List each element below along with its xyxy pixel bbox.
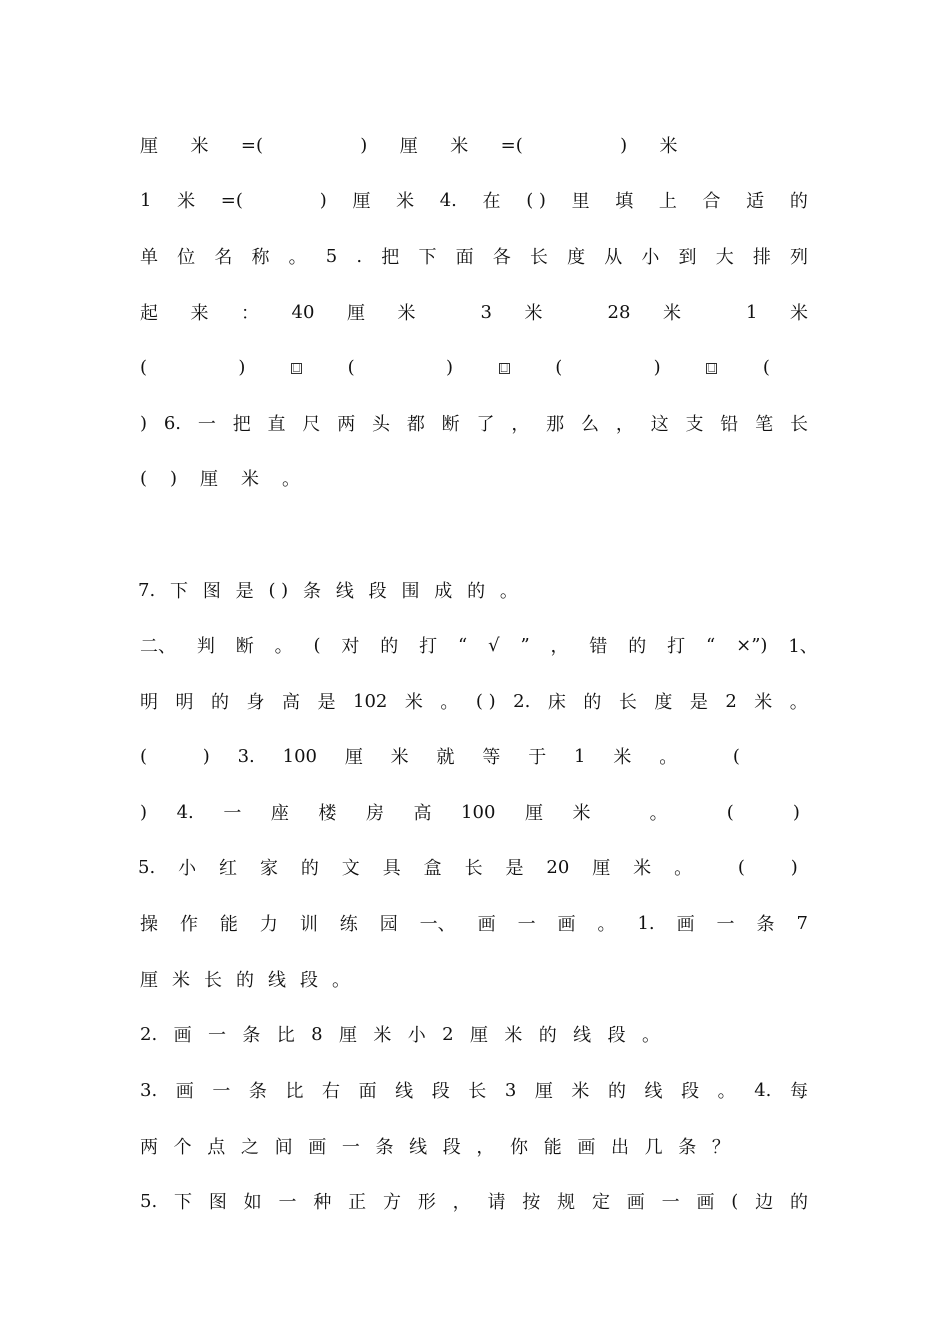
text-token: 5. <box>138 856 156 878</box>
text-token: 下 <box>418 247 437 268</box>
text-token: 。 <box>659 747 678 768</box>
text-token: ， <box>615 414 634 435</box>
text-token: 笔 <box>755 414 774 435</box>
text-token: 画 <box>626 1192 645 1213</box>
text-token: 的 <box>583 692 602 713</box>
text-token: 画 <box>175 1081 194 1102</box>
text-token: 正 <box>348 1192 367 1213</box>
text-token: 长 <box>789 414 808 435</box>
text-token: 填 <box>615 191 634 212</box>
placeholder-box-icon: ⎕ <box>708 360 716 375</box>
text-token: 训 <box>299 914 318 935</box>
text-token: 米 <box>397 303 416 324</box>
text-token: 厘 <box>344 747 363 768</box>
text-token: 图 <box>208 1192 227 1213</box>
text-token: 一 <box>197 414 216 435</box>
text-token: 小 <box>178 858 197 879</box>
text-token: 条 <box>242 1025 261 1046</box>
text-token: 28 <box>607 301 631 323</box>
text-token: 段 <box>300 970 318 991</box>
text-token: 就 <box>436 747 455 768</box>
text-token: 的 <box>538 1025 557 1046</box>
text-token: 位 <box>177 247 196 268</box>
text-token: 比 <box>285 1081 304 1102</box>
text-token: ( <box>140 745 148 767</box>
text-token: 小 <box>407 1025 426 1046</box>
text-token: 等 <box>482 747 501 768</box>
text-token: 的 <box>211 692 229 713</box>
text-token: 合 <box>702 191 721 212</box>
text-token: 错 <box>589 636 608 657</box>
text-token: 的 <box>628 636 647 657</box>
text-token: 段 <box>681 1081 700 1102</box>
text-token: 力 <box>259 914 278 935</box>
text-token: 条 <box>248 1081 267 1102</box>
text-token: 明 <box>175 692 194 713</box>
text-token: 尺 <box>302 414 321 435</box>
text-token: 如 <box>243 1192 262 1213</box>
text-token: 两 <box>337 414 356 435</box>
text-token: 。 <box>332 970 350 991</box>
text-token: 上 <box>658 191 677 212</box>
text-token: =( <box>220 189 243 211</box>
text-token: 能 <box>543 1137 562 1158</box>
text-token: 1 <box>140 189 152 211</box>
text-token: ( <box>140 356 148 378</box>
text-token: ( <box>555 356 563 378</box>
text-token: 对 <box>341 636 360 657</box>
text-token: 厘 <box>524 803 543 824</box>
text-token: 间 <box>274 1137 293 1158</box>
text-line <box>140 625 818 665</box>
text-token: 是 <box>317 692 336 713</box>
text-token: 米 <box>241 469 260 490</box>
text-token: 判 <box>196 636 215 657</box>
text-token: 画 <box>477 914 496 935</box>
text-token: 画 <box>557 914 576 935</box>
text-token: 厘 <box>346 303 365 324</box>
text-token: 2 <box>442 1023 454 1045</box>
text-line <box>140 1126 730 1166</box>
text-token: 那 <box>546 414 565 435</box>
text-token: 。 <box>274 636 293 657</box>
text-token: 8 <box>311 1023 323 1045</box>
text-token: 线 <box>335 581 354 602</box>
text-token: 米 <box>177 191 196 212</box>
text-token: 明 <box>140 692 158 713</box>
text-token: 么 <box>580 414 599 435</box>
text-token: 厘 <box>140 970 158 991</box>
text-token: 床 <box>547 692 566 713</box>
text-token: 1. <box>637 912 655 934</box>
text-token: ， <box>550 636 569 657</box>
text-token: 来 <box>190 303 209 324</box>
text-token: 长 <box>529 247 548 268</box>
text-token: 。 <box>440 692 459 713</box>
text-token: 。 <box>674 858 693 879</box>
text-token: 都 <box>406 414 425 435</box>
text-token: 把 <box>381 247 400 268</box>
text-token: 米 <box>659 136 678 157</box>
text-token: 长 <box>618 692 637 713</box>
text-token: 段 <box>368 581 387 602</box>
text-token: 能 <box>219 914 238 935</box>
text-token: 是 <box>689 692 708 713</box>
text-token: 作 <box>179 914 198 935</box>
text-token: 画 <box>308 1137 327 1158</box>
text-token: 米 <box>572 803 591 824</box>
text-token: 。 <box>649 803 668 824</box>
text-token: 是 <box>235 581 254 602</box>
text-token: 3. <box>237 745 255 767</box>
text-token: 一 <box>207 1025 226 1046</box>
text-token: 大 <box>715 247 734 268</box>
text-token: 家 <box>259 858 278 879</box>
text-token: ( <box>732 745 740 767</box>
text-token: 铅 <box>720 414 739 435</box>
text-token: 米 <box>404 692 423 713</box>
text-token: 一 <box>212 1081 231 1102</box>
text-token: 具 <box>382 858 401 879</box>
text-token: 1 <box>745 301 758 323</box>
text-token: ( <box>347 356 355 378</box>
text-line <box>140 903 808 943</box>
text-token: √ <box>488 634 500 656</box>
text-token: 厘 <box>592 858 611 879</box>
text-token: 线 <box>573 1025 592 1046</box>
text-token: 线 <box>409 1137 428 1158</box>
text-token: ( <box>737 856 745 878</box>
text-token: 4. <box>439 189 457 211</box>
text-token: =( <box>500 134 523 156</box>
text-token: 6. <box>163 412 182 434</box>
text-token: 高 <box>413 803 432 824</box>
text-token: 3 <box>480 301 492 323</box>
text-token: ) <box>620 134 628 156</box>
text-token: 米 <box>754 692 773 713</box>
text-token: 厘 <box>338 1025 357 1046</box>
text-token: 段 <box>431 1081 450 1102</box>
text-token: 米 <box>396 191 415 212</box>
text-token: 米 <box>450 136 469 157</box>
text-token: 长 <box>464 858 483 879</box>
text-token: 线 <box>395 1081 414 1102</box>
text-token: 文 <box>341 858 360 879</box>
text-line <box>140 403 808 443</box>
text-token: 的 <box>607 1081 626 1102</box>
text-token: ( <box>313 634 321 656</box>
text-line <box>140 125 710 165</box>
text-token: 100 <box>461 801 496 823</box>
text-token: 里 <box>571 191 590 212</box>
text-token: ， <box>452 1192 471 1213</box>
text-token: 2 <box>725 690 737 712</box>
text-token: 二、 <box>140 636 176 657</box>
text-token: 种 <box>313 1192 332 1213</box>
text-token: ) <box>140 801 148 823</box>
text-token: ) <box>319 189 327 211</box>
text-token: 直 <box>267 414 286 435</box>
text-token: 两 <box>140 1137 158 1158</box>
text-token: 起 <box>140 303 158 324</box>
text-token: 米 <box>789 303 808 324</box>
text-token: 于 <box>528 747 547 768</box>
text-token: 长 <box>204 970 222 991</box>
text-line <box>138 570 518 610</box>
text-token: 各 <box>492 247 511 268</box>
text-token: 从 <box>604 247 623 268</box>
text-token: ) <box>792 801 800 823</box>
text-token: 这 <box>650 414 669 435</box>
text-token: 的 <box>467 581 486 602</box>
text-line <box>140 292 808 332</box>
text-token: 厘 <box>352 191 371 212</box>
text-line <box>140 1181 808 1221</box>
text-token: 称 <box>251 247 270 268</box>
text-token: 7. <box>138 579 156 601</box>
text-token: 盒 <box>423 858 442 879</box>
text-token: 按 <box>522 1192 541 1213</box>
text-token: 画 <box>696 1192 715 1213</box>
text-token: 1、 <box>788 636 818 657</box>
text-token: 座 <box>270 803 289 824</box>
text-token: 排 <box>752 247 771 268</box>
text-token: 米 <box>190 136 209 157</box>
text-token: 米 <box>524 303 543 324</box>
text-token: ) <box>202 745 210 767</box>
text-token: 。 <box>499 581 518 602</box>
text-line <box>140 681 808 721</box>
text-token: 厘 <box>534 1081 553 1102</box>
text-token: 段 <box>607 1025 626 1046</box>
text-line <box>140 736 740 776</box>
text-token: 楼 <box>318 803 337 824</box>
text-token: ) <box>445 356 453 378</box>
text-line <box>140 959 350 999</box>
text-token: 线 <box>268 970 286 991</box>
text-token: 米 <box>613 747 632 768</box>
text-line <box>140 180 808 220</box>
text-token: 画 <box>173 1025 192 1046</box>
text-token: ) <box>238 356 246 378</box>
text-token: 规 <box>557 1192 576 1213</box>
text-line <box>140 1014 660 1054</box>
text-token: ， <box>511 414 530 435</box>
text-token: 100 <box>282 745 317 767</box>
text-token: ( <box>731 1190 739 1212</box>
text-token: 形 <box>417 1192 436 1213</box>
text-token: 的 <box>789 1192 808 1213</box>
text-token: 一、 <box>419 914 456 935</box>
text-token: ) <box>790 856 798 878</box>
text-token: 房 <box>365 803 384 824</box>
text-token: ×”) <box>736 634 768 656</box>
text-token: 。 <box>282 469 300 490</box>
text-token: ， <box>476 1137 495 1158</box>
text-token: 厘 <box>140 136 158 157</box>
text-token: 条 <box>756 914 775 935</box>
text-token: 。 <box>288 247 307 268</box>
text-token: ( ) <box>526 189 546 211</box>
text-token: ( ) <box>268 579 289 601</box>
text-line <box>140 458 300 498</box>
text-token: 米 <box>373 1025 392 1046</box>
text-line <box>140 1070 808 1110</box>
text-token: 面 <box>455 247 474 268</box>
text-token: 。 <box>717 1081 736 1102</box>
text-token: 厘 <box>470 1025 488 1046</box>
text-token: 断 <box>441 414 460 435</box>
text-token: 米 <box>172 970 190 991</box>
text-token: 成 <box>434 581 453 602</box>
text-token: 20 <box>546 856 570 878</box>
text-token: ) <box>140 412 148 434</box>
text-token: ？ <box>711 1137 730 1158</box>
text-token: 面 <box>358 1081 377 1102</box>
text-token: 个 <box>173 1137 192 1158</box>
text-token: 断 <box>235 636 254 657</box>
text-token: 。 <box>641 1025 660 1046</box>
text-token: 名 <box>214 247 233 268</box>
text-token: . <box>356 245 363 267</box>
text-token: 你 <box>510 1137 529 1158</box>
text-token: 2. <box>513 690 531 712</box>
text-token: 画 <box>577 1137 596 1158</box>
text-token: 支 <box>685 414 704 435</box>
text-token: 园 <box>379 914 398 935</box>
text-token: 线 <box>644 1081 663 1102</box>
text-token: 打 <box>419 636 438 657</box>
text-token: 是 <box>505 858 524 879</box>
text-token: 下 <box>170 581 188 602</box>
text-token: 度 <box>567 247 586 268</box>
text-token: 练 <box>339 914 358 935</box>
text-token: 米 <box>390 747 409 768</box>
text-token: 102 <box>353 690 388 712</box>
text-token: 头 <box>372 414 391 435</box>
text-token: 了 <box>476 414 495 435</box>
text-token: 比 <box>276 1025 295 1046</box>
text-token: 5. <box>140 1190 158 1212</box>
text-token: 请 <box>487 1192 506 1213</box>
text-token: ( ) <box>475 690 496 712</box>
text-token: ： <box>241 303 260 324</box>
text-token: 的 <box>236 970 254 991</box>
text-line <box>138 847 798 887</box>
text-token: 小 <box>641 247 660 268</box>
text-token: 5 <box>325 245 338 267</box>
text-line <box>140 347 770 387</box>
text-token: 把 <box>232 414 251 435</box>
text-token: 米 <box>633 858 652 879</box>
text-token: 40 <box>291 301 315 323</box>
text-token: 米 <box>571 1081 590 1102</box>
text-token: 右 <box>322 1081 340 1102</box>
text-token: =( <box>240 134 263 156</box>
text-token: 围 <box>401 581 420 602</box>
text-token: 红 <box>219 858 238 879</box>
text-token: 条 <box>678 1137 697 1158</box>
text-token: ) <box>170 467 178 489</box>
text-token: 操 <box>140 914 158 935</box>
text-token: 一 <box>341 1137 360 1158</box>
text-token: “ <box>458 634 468 656</box>
text-token: 一 <box>223 803 242 824</box>
text-token: 一 <box>517 914 536 935</box>
text-token: 的 <box>300 858 319 879</box>
text-token: 身 <box>246 692 265 713</box>
text-token: 3 <box>504 1079 517 1101</box>
text-token: 4. <box>176 801 194 823</box>
placeholder-box-icon: ⎕ <box>500 360 508 375</box>
text-token: 打 <box>667 636 686 657</box>
text-token: 米 <box>662 303 681 324</box>
text-token: 度 <box>654 692 673 713</box>
text-token: 之 <box>240 1137 259 1158</box>
text-token: 点 <box>207 1137 226 1158</box>
text-token: ” <box>520 634 530 656</box>
text-line <box>140 792 800 832</box>
text-token: 边 <box>755 1192 774 1213</box>
text-token: 适 <box>746 191 765 212</box>
text-token: 7 <box>796 912 808 934</box>
text-token: 在 <box>482 191 501 212</box>
text-token: 图 <box>202 581 221 602</box>
text-token: 画 <box>676 914 695 935</box>
text-token: ) <box>360 134 368 156</box>
text-token: 。 <box>789 692 808 713</box>
text-token: 2. <box>140 1023 158 1045</box>
text-token: 4. <box>754 1079 772 1101</box>
text-token: 厘 <box>399 136 418 157</box>
text-token: 单 <box>140 247 158 268</box>
text-token: ) <box>653 356 661 378</box>
text-token: 长 <box>468 1081 487 1102</box>
text-token: 的 <box>789 191 808 212</box>
text-token: 高 <box>282 692 300 713</box>
text-token: 厘 <box>200 469 219 490</box>
text-token: 的 <box>380 636 399 657</box>
text-token: 米 <box>504 1025 523 1046</box>
placeholder-box-icon: ⎕ <box>292 360 301 375</box>
text-token: 到 <box>678 247 697 268</box>
text-token: 1 <box>574 745 586 767</box>
text-token: 条 <box>375 1137 394 1158</box>
text-token: 定 <box>591 1192 610 1213</box>
text-token: 每 <box>789 1081 808 1102</box>
text-token: 几 <box>644 1137 663 1158</box>
text-token: ( <box>726 801 734 823</box>
text-token: 下 <box>174 1192 193 1213</box>
text-token: 列 <box>790 247 808 268</box>
text-token: 3. <box>140 1079 158 1101</box>
text-line <box>140 236 808 276</box>
text-token: “ <box>706 634 716 656</box>
text-token: 条 <box>303 581 322 602</box>
text-token: 一 <box>716 914 735 935</box>
text-token: ( <box>762 356 770 378</box>
text-token: 方 <box>382 1192 401 1213</box>
text-token: 段 <box>442 1137 461 1158</box>
text-token: ( <box>140 467 148 489</box>
text-token: 。 <box>597 914 616 935</box>
text-token: 一 <box>278 1192 297 1213</box>
text-token: 出 <box>610 1137 629 1158</box>
text-token: 一 <box>661 1192 680 1213</box>
